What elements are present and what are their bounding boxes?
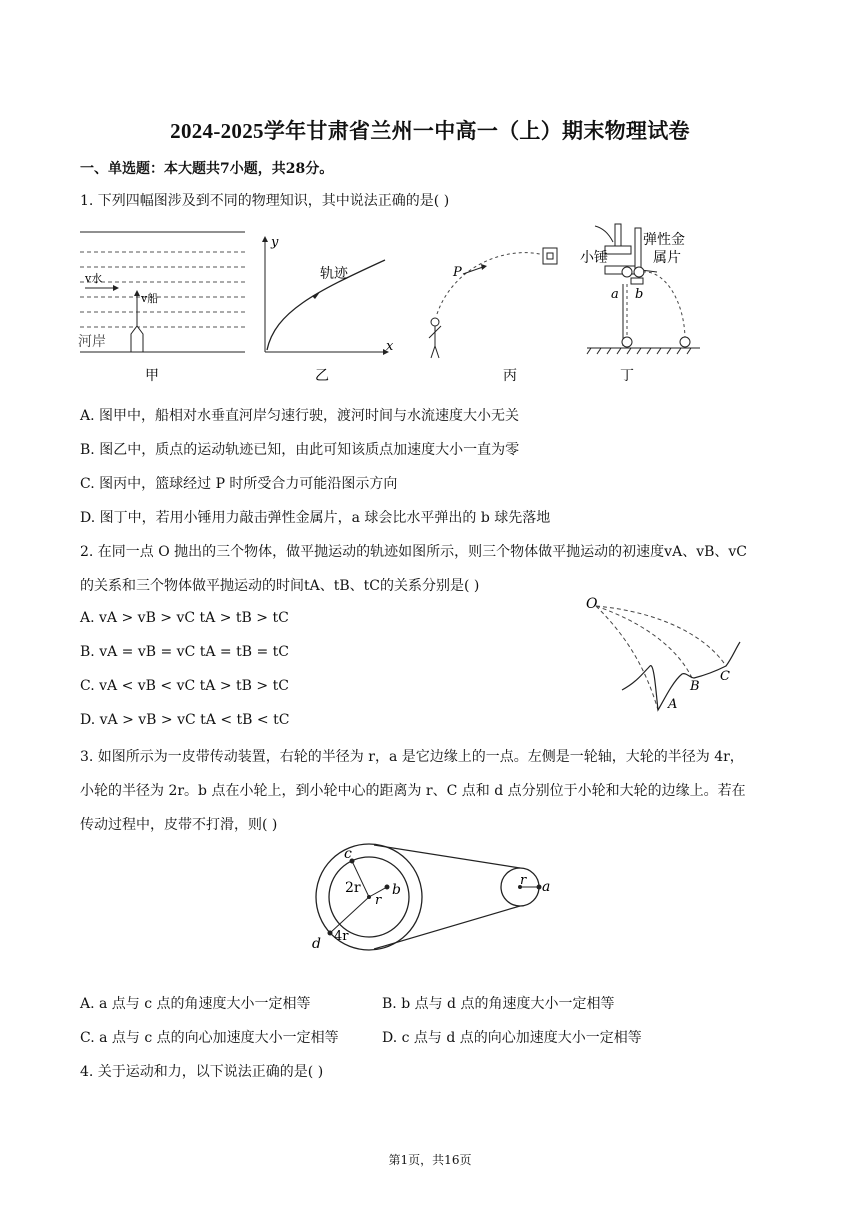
figure-label-yi: 乙 xyxy=(315,368,329,384)
point-a-label: A xyxy=(668,697,678,712)
axis-x-label: x xyxy=(386,339,394,354)
q3-option-b: B. b 点与 d 点的角速度大小一定相等 xyxy=(382,996,615,1012)
radius-r-right-label: r xyxy=(520,873,527,888)
figure-river xyxy=(78,232,245,384)
q1-stem: 1. 下列四幅图涉及到不同的物理知识，其中说法正确的是( ) xyxy=(80,193,450,209)
q3-option-c: C. a 点与 c 点的向心加速度大小一定相等 xyxy=(80,1030,339,1046)
point-c-label: c xyxy=(344,846,352,862)
figure-trajectory xyxy=(262,235,394,384)
point-d-label: d xyxy=(312,936,321,952)
river-bank-label: 河岸 xyxy=(78,334,106,350)
point-c-label: C xyxy=(720,669,730,684)
point-a-label: a xyxy=(542,879,551,895)
figure-basketball xyxy=(429,248,557,384)
v-boat-label: v船 xyxy=(141,292,159,305)
q2-stem-2: 的关系和三个物体做平抛运动的时间tA、tB、tC的关系分别是( ) xyxy=(80,578,480,594)
figure-label-ding: 丁 xyxy=(620,368,634,384)
q3-stem-2: 小轮的半径为 2r。b 点在小轮上，到小轮中心的距离为 r、C 点和 d 点分别位于小轮和大轮的边缘上。若在 xyxy=(80,783,746,799)
q3-option-d: D. c 点与 d 点的向心加速度大小一定相等 xyxy=(382,1030,642,1046)
q1-option-a: A. 图甲中，船相对水垂直河岸匀速行驶，渡河时间与水流速度大小无关 xyxy=(80,408,520,424)
q2-option-d: D. vA > vB > vC tA < tB < tC xyxy=(80,712,290,728)
figure-label-jia: 甲 xyxy=(145,368,159,384)
v-water-label: v水 xyxy=(85,272,103,285)
point-o-label: O xyxy=(586,596,598,612)
point-p-label: P xyxy=(453,265,462,280)
radius-2r-label: 2r xyxy=(345,880,361,896)
q1-option-d: D. 图丁中，若用小锤用力敲击弹性金属片，a 球会比水平弹出的 b 球先落地 xyxy=(80,510,551,526)
metal-label: 弹性金 xyxy=(643,232,685,248)
q2-option-c: C. vA < vB < vC tA > tB > tC xyxy=(80,678,289,694)
q3-stem-1: 3. 如图所示为一皮带传动装置，右轮的半径为 r，a 是它边缘上的一点。左侧是一轮轴，大轮的半径为 4r， xyxy=(80,749,744,765)
q1-option-b: B. 图乙中，质点的运动轨迹已知，由此可知该质点加速度大小一直为零 xyxy=(80,442,520,458)
point-b-label: b xyxy=(392,882,401,898)
q2-stem-1: 2. 在同一点 O 抛出的三个物体，做平抛运动的轨迹如图所示，则三个物体做平抛运动的初速度vA、vB、vC xyxy=(80,544,748,560)
radius-r-label: r xyxy=(375,893,382,908)
q2-option-a: A. vA > vB > vC tA > tB > tC xyxy=(80,610,289,626)
figure-label-bing: 丙 xyxy=(503,368,517,384)
q4-stem: 4. 关于运动和力，以下说法正确的是( ) xyxy=(80,1064,324,1080)
axis-y-label: y xyxy=(271,235,279,250)
ball-b-label: b xyxy=(635,287,644,302)
page-title: 2024-2025学年甘肃省兰州一中高一（上）期末物理试卷 xyxy=(170,119,690,143)
q1-option-c: C. 图丙中，篮球经过 P 时所受合力可能沿图示方向 xyxy=(80,476,398,492)
section-heading: 一、单选题：本大题共7小题，共28分。 xyxy=(80,161,334,177)
point-b-label: B xyxy=(690,679,700,694)
q1-figures xyxy=(75,222,715,390)
q3-option-a: A. a 点与 c 点的角速度大小一定相等 xyxy=(80,996,311,1012)
page-footer: 第1页，共16页 xyxy=(388,1153,472,1167)
figure-hammer xyxy=(580,224,700,384)
radius-4r-label: 4r xyxy=(334,929,349,944)
hammer-label: 小锤 xyxy=(580,250,608,266)
q3-stem-3: 传动过程中，皮带不打滑，则( ) xyxy=(80,817,278,833)
q2-option-b: B. vA = vB = vC tA = tB = tC xyxy=(80,644,289,660)
trajectory-label: 轨迹 xyxy=(320,266,348,282)
q3-figure xyxy=(302,838,564,956)
metal-label-2: 属片 xyxy=(653,250,681,266)
q2-figure xyxy=(582,592,752,720)
ball-a-label: a xyxy=(611,287,619,302)
